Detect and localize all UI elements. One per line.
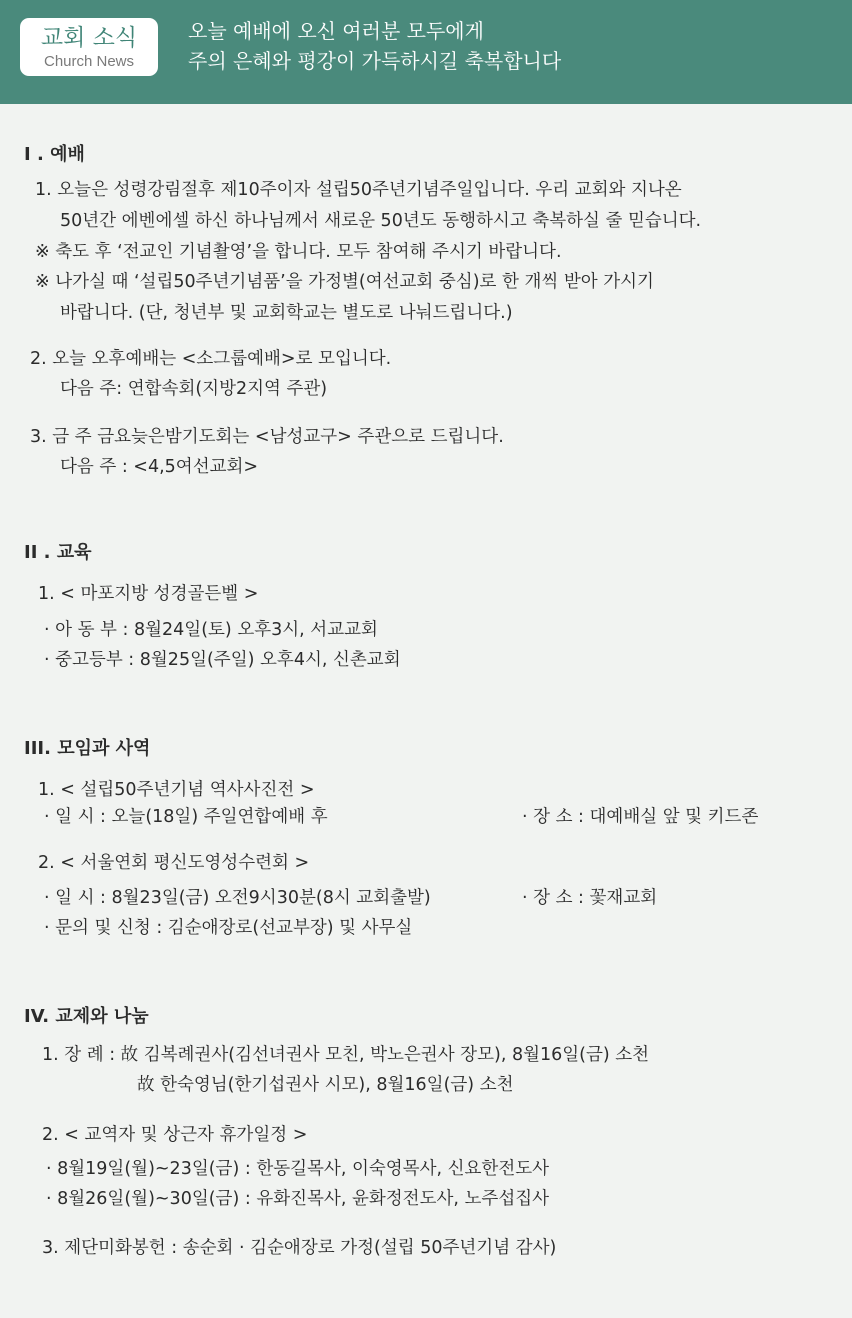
section-heading-worship: I . 예배 [24, 144, 85, 165]
worship-note-2-line-1: ※ 나가실 때 ‘설립50주년기념품’을 가정별(여선교회 중심)로 한 개씩 받아 가시기 [35, 272, 654, 292]
fellowship-item-2-line-2: · 8월26일(월)~30일(금) : 유화진목사, 윤화정전도사, 노주섭집사 [46, 1189, 550, 1209]
worship-item-2-line-1: 2. 오늘 오후예배는 <소그룹예배>로 모입니다. [30, 349, 392, 369]
fellowship-item-3-line-1: 3. 제단미화봉헌 : 송순회 · 김순애장로 가정(설립 50주년기념 감사) [42, 1238, 557, 1258]
gatherings-item-2-place: · 장 소 : 꽃재교회 [522, 888, 658, 908]
badge-subtitle: Church News [43, 53, 135, 70]
education-item-1-line-2: · 중고등부 : 8월25일(주일) 오후4시, 신촌교회 [44, 650, 401, 670]
gatherings-item-1-time: · 일 시 : 오늘(18일) 주일연합예배 후 [44, 807, 328, 827]
greeting-message [188, 16, 561, 76]
fellowship-item-2-title: 2. < 교역자 및 상근자 휴가일정 > [42, 1125, 308, 1145]
gatherings-item-2-title: 2. < 서울연회 평신도영성수련회 > [38, 853, 310, 873]
worship-note-2-line-2: 바랍니다. (단, 청년부 및 교회학교는 별도로 나눠드립니다.) [60, 303, 513, 323]
fellowship-item-2-line-1: · 8월19일(월)~23일(금) : 한동길목사, 이숙영목사, 신요한전도사 [46, 1159, 550, 1179]
gatherings-item-1-title: 1. < 설립50주년기념 역사사진전 > [38, 780, 315, 800]
church-news-badge [20, 18, 158, 76]
education-item-1-line-1: · 아 동 부 : 8월24일(토) 오후3시, 서교교회 [44, 620, 378, 640]
greeting-line-2: 주의 은혜와 평강이 가득하시길 축복합니다 [188, 49, 562, 73]
section-heading-fellowship: IV. 교제와 나눔 [24, 1006, 149, 1027]
news-content [0, 104, 852, 1318]
gatherings-item-1-place: · 장 소 : 대예배실 앞 및 키드존 [522, 807, 759, 827]
education-item-1-title: 1. < 마포지방 성경골든벨 > [38, 584, 259, 604]
badge-title: 교회 소식 [40, 25, 138, 51]
worship-note-1: ※ 축도 후 ‘전교인 기념촬영’을 합니다. 모두 참여해 주시기 바랍니다. [35, 242, 562, 262]
greeting-line-1: 오늘 예배에 오신 여러분 모두에게 [188, 19, 484, 43]
fellowship-item-1-line-1: 1. 장 례 : 故 김복례권사(김선녀권사 모친, 박노은권사 장모), 8월16일(금) 소천 [42, 1045, 650, 1065]
worship-item-3-line-1: 3. 금 주 금요늦은밤기도회는 <남성교구> 주관으로 드립니다. [30, 427, 504, 447]
page-header [0, 0, 852, 104]
worship-item-1-line-1: 1. 오늘은 성령강림절후 제10주이자 설립50주년기념주일입니다. 우리 교회와 지나온 [35, 180, 682, 200]
worship-item-1-line-2: 50년간 에벤에셀 하신 하나님께서 새로운 50년도 동행하시고 축복하실 줄 믿습니다. [60, 211, 702, 231]
section-heading-education: II . 교육 [24, 542, 92, 563]
gatherings-item-2-time: · 일 시 : 8월23일(금) 오전9시30분(8시 교회출발) [44, 888, 431, 908]
section-heading-gatherings: III. 모임과 사역 [24, 738, 151, 759]
fellowship-item-1-line-2: 故 한숙영님(한기섭권사 시모), 8월16일(금) 소천 [137, 1075, 514, 1095]
gatherings-item-2-contact: · 문의 및 신청 : 김순애장로(선교부장) 및 사무실 [44, 918, 413, 938]
worship-item-2-line-2: 다음 주: 연합속회(지방2지역 주관) [60, 379, 328, 399]
worship-item-3-line-2: 다음 주 : <4,5여선교회> [60, 457, 259, 477]
